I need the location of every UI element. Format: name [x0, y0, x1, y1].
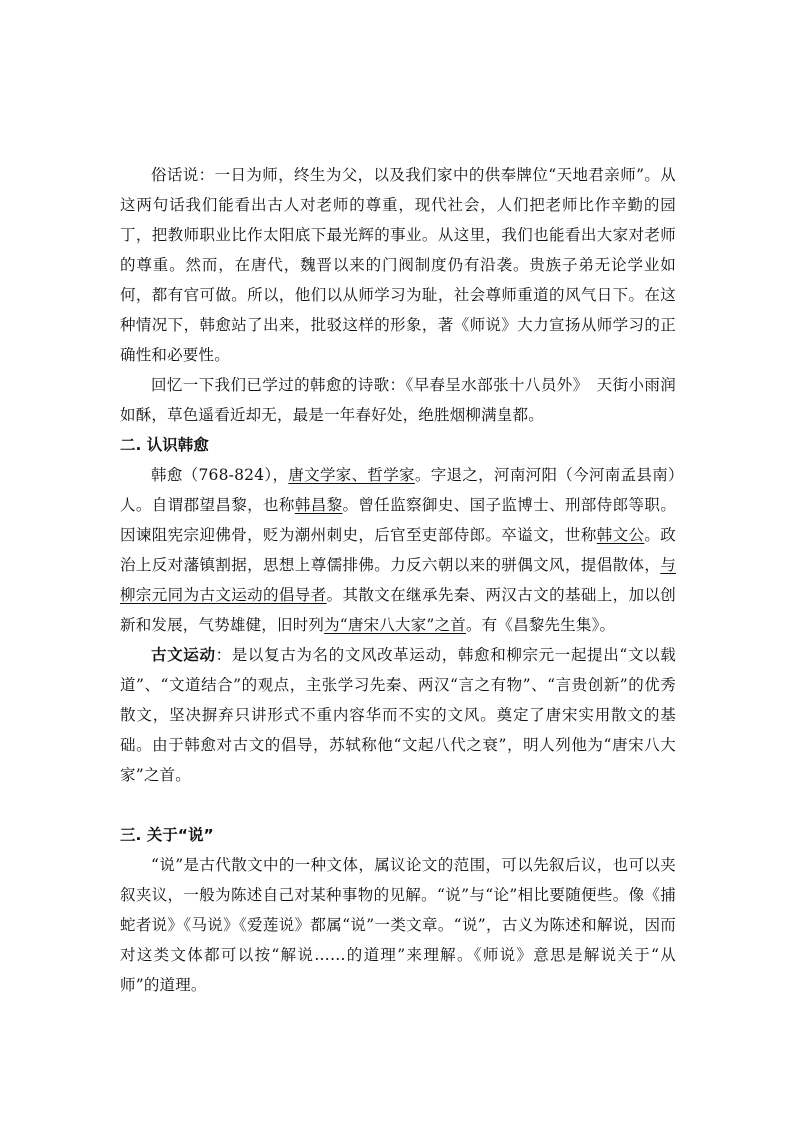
bio-underline-changli: 韩昌黎 — [294, 496, 343, 514]
section-heading-about-shuo: 三. 关于“说” — [120, 826, 214, 844]
bio-text-2: 。字退之，河南河阳（今河南孟县南）人。自谓郡望昌黎，也称 — [120, 466, 677, 514]
intro-paragraph: 俗话说：一日为师，终生为父，以及我们家中的供奉牌位“天地君亲师”。从这两句话我们能看出古人对老师的尊重，现代社会，人们把老师比作辛勤的园丁，把教师职业比作太阳底下最光辉的事业。从这里，我们也能看出大家对老师的尊重。然而，在唐代，魏晋以来的门阀制度仍有沿袭。贵族子弟无论学业如何，都有官可做。所以，他们以从师学习为耻，社会尊师重道的风气日下。在这种情况下，韩愈站了出来，批驳这样的形象，著《师说》大力宣扬从师学习的正确性和必要性。 — [120, 166, 676, 364]
movement-text: ：是以复古为名的文风改革运动，韩愈和柳宗元一起提出“文以载道”、“文道结合”的观点，主张学习先秦、两汉“言之有物”、“言贵创新”的优秀散文，坚决摒弃只讲形式不重内容华而不实的文风。奠定了唐宋实用散文的基础。由于韩愈对古文的倡导，苏轼称他“文起八代之衰”，明人列他为“唐宋八大家”之首。 — [120, 646, 676, 784]
bio-underline-advocate: 与柳宗元同为古文运动的倡导者 — [120, 556, 676, 604]
bio-underline-title: 唐文学家、哲学家 — [288, 466, 415, 484]
shuo-paragraph: “说”是古代散文中的一种文体，属议论文的范围，可以先叙后议，也可以夹叙夹议，一般为陈述自己对某种事物的见解。“说”与“论”相比要随便些。像《捕蛇者说》《马说》《爱莲说》都属“说”一类文章。“说”，古义为陈述和解说，因而对这类文体都可以按“解说……的道理”来理解。《师说》意思是解说关于“从师”的道理。 — [120, 856, 676, 994]
bio-underline-eight-masters: 为“唐宋八大家”之首 — [324, 616, 466, 634]
bio-text-4: 。政治上反对藩镇割据，思想上尊儒排佛。力反六朝以来的骈偶文风，提倡散体， — [120, 526, 676, 574]
poem-paragraph: 回忆一下我们已学过的韩愈的诗歌：《早春呈水部张十八员外》 天街小雨润如酥，草色遥看近却无，最是一年春好处，绝胜烟柳满皇都。 — [120, 376, 676, 424]
bio-text-6: 。有《昌黎先生集》。 — [465, 616, 616, 634]
bio-text-1: 韩愈（768-824）， — [151, 466, 289, 484]
bio-text-5: 。其散文在继承先秦、两汉古文的基础上，加以创新和发展，气势雄健，旧时列 — [120, 586, 677, 634]
movement-paragraph — [120, 640, 676, 790]
section-spacer — [120, 790, 676, 820]
bio-text-3: 。曾任监察御史、国子监博士、刑部侍郎等职。因谏阻宪宗迎佛骨，贬为潮州刺史，后官至吏部侍郎。卒谥文，世称 — [120, 496, 677, 544]
bio-underline-wengong: 韩文公 — [596, 526, 645, 544]
movement-term: 古文运动 — [151, 646, 216, 664]
bio-paragraph — [120, 460, 676, 640]
section-heading-know-hanyu: 二. 认识韩愈 — [120, 436, 209, 454]
document-page — [120, 160, 676, 1000]
